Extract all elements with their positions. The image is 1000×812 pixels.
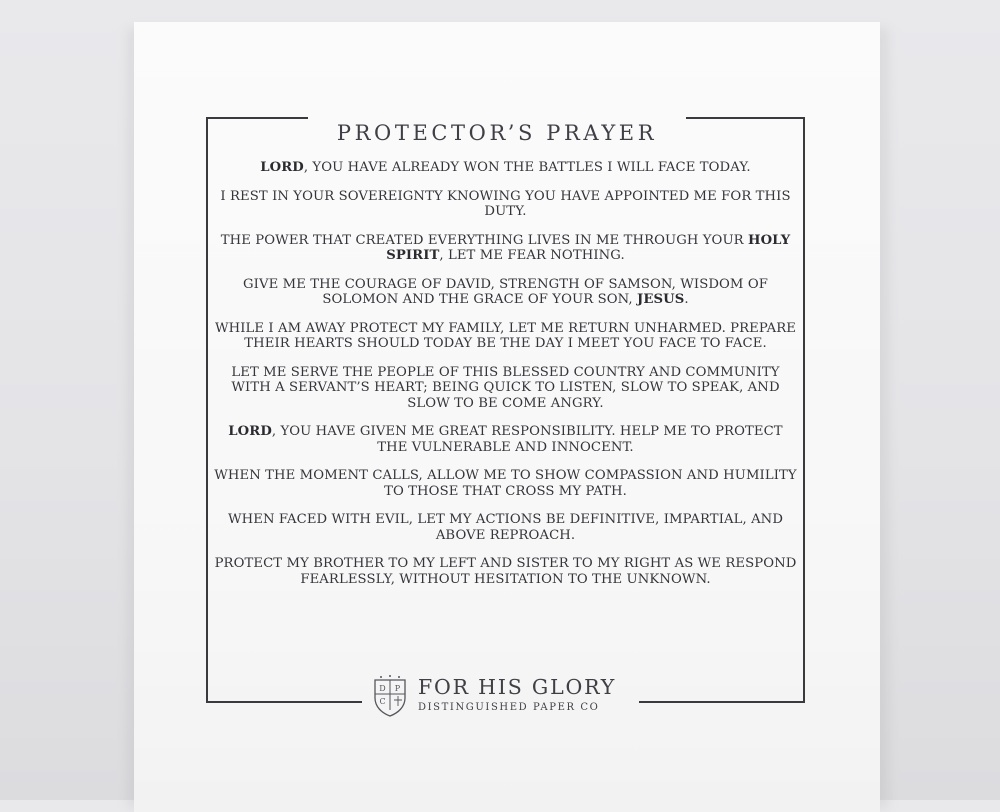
- prayer-text: THE POWER THAT CREATED EVERYTHING LIVES IN ME THROUGH YOUR: [220, 232, 749, 248]
- prayer-body: [214, 160, 797, 600]
- prayer-text: LET ME SERVE THE PEOPLE OF THIS BLESSED COUNTRY AND COMMUNITY WITH A SERVANT’S HEART; BEING QUICK TO LISTEN, SLOW TO SPEAK, AND SLOW TO BE COME ANGRY.: [231, 364, 780, 411]
- prayer-text: , YOU HAVE GIVEN ME GREAT RESPONSIBILITY. HELP ME TO PROTECT THE VULNERABLE AND INNOCENT.: [271, 424, 783, 455]
- prayer-paragraph-10: [214, 556, 797, 587]
- prayer-paragraph-5: [214, 321, 797, 352]
- prayer-paragraph-9: [214, 512, 797, 543]
- prayer-paragraph-1: [214, 160, 797, 176]
- frame-bottom-left-line: [206, 701, 362, 703]
- prayer-paragraph-3: [214, 233, 797, 264]
- prayer-text: , YOU HAVE ALREADY WON THE BATTLES I WILL FACE TODAY.: [303, 160, 751, 175]
- prayer-text: I REST IN YOUR SOVEREIGNTY KNOWING YOU HAVE APPOINTED ME FOR THIS DUTY.: [220, 188, 791, 219]
- prayer-paragraph-8: [214, 468, 797, 499]
- brand-footer: [372, 674, 632, 722]
- frame-left-line: [206, 117, 208, 703]
- brand-name: FOR HIS GLORY: [418, 675, 617, 699]
- brand-subtitle: DISTINGUISHED PAPER CO: [418, 702, 600, 713]
- prayer-paragraph-7: [214, 424, 797, 455]
- shield-crest-icon: [372, 674, 408, 718]
- prayer-paragraph-4: [214, 277, 797, 308]
- prayer-text: WHEN THE MOMENT CALLS, ALLOW ME TO SHOW COMPASSION AND HUMILITY TO THOSE THAT CROSS MY PATH.: [214, 468, 797, 499]
- svg-text:P: P: [394, 684, 401, 693]
- prayer-text: .: [684, 292, 689, 307]
- prayer-text: WHEN FACED WITH EVIL, LET MY ACTIONS BE DEFINITIVE, IMPARTIAL, AND ABOVE REPROACH.: [228, 512, 783, 543]
- frame-right-line: [803, 117, 805, 703]
- prayer-paragraph-6: [214, 365, 797, 412]
- prayer-text: WHILE I AM AWAY PROTECT MY FAMILY, LET ME RETURN UNHARMED. PREPARE THEIR HEARTS SHOULD TODAY BE THE DAY I MEET YOU FACE TO FACE.: [214, 320, 797, 351]
- prayer-bold-lord: LORD: [260, 160, 304, 175]
- prayer-card: [134, 22, 880, 812]
- prayer-title: PROTECTOR’S PRAYER: [336, 121, 658, 145]
- svg-text:C: C: [379, 697, 386, 706]
- prayer-text: PROTECT MY BROTHER TO MY LEFT AND SISTER TO MY RIGHT AS WE RESPOND FEARLESSLY, WITHOUT HESITATION TO THE UNKNOWN.: [214, 556, 797, 587]
- frame-bottom-right-line: [639, 701, 805, 703]
- prayer-bold-holy-spirit: HOLY SPIRIT: [386, 232, 791, 263]
- svg-text:D: D: [379, 684, 386, 693]
- prayer-bold-jesus: JESUS: [637, 292, 685, 307]
- prayer-bold-lord: LORD: [228, 424, 272, 439]
- prayer-paragraph-2: [214, 189, 797, 220]
- prayer-text: , LET ME FEAR NOTHING.: [439, 248, 625, 263]
- prayer-text: GIVE ME THE COURAGE OF DAVID, STRENGTH OF SAMSON, WISDOM OF SOLOMON AND THE GRACE OF YOUR SON,: [243, 276, 768, 307]
- frame-top-left-line: [206, 117, 308, 119]
- frame-top-right-line: [686, 117, 805, 119]
